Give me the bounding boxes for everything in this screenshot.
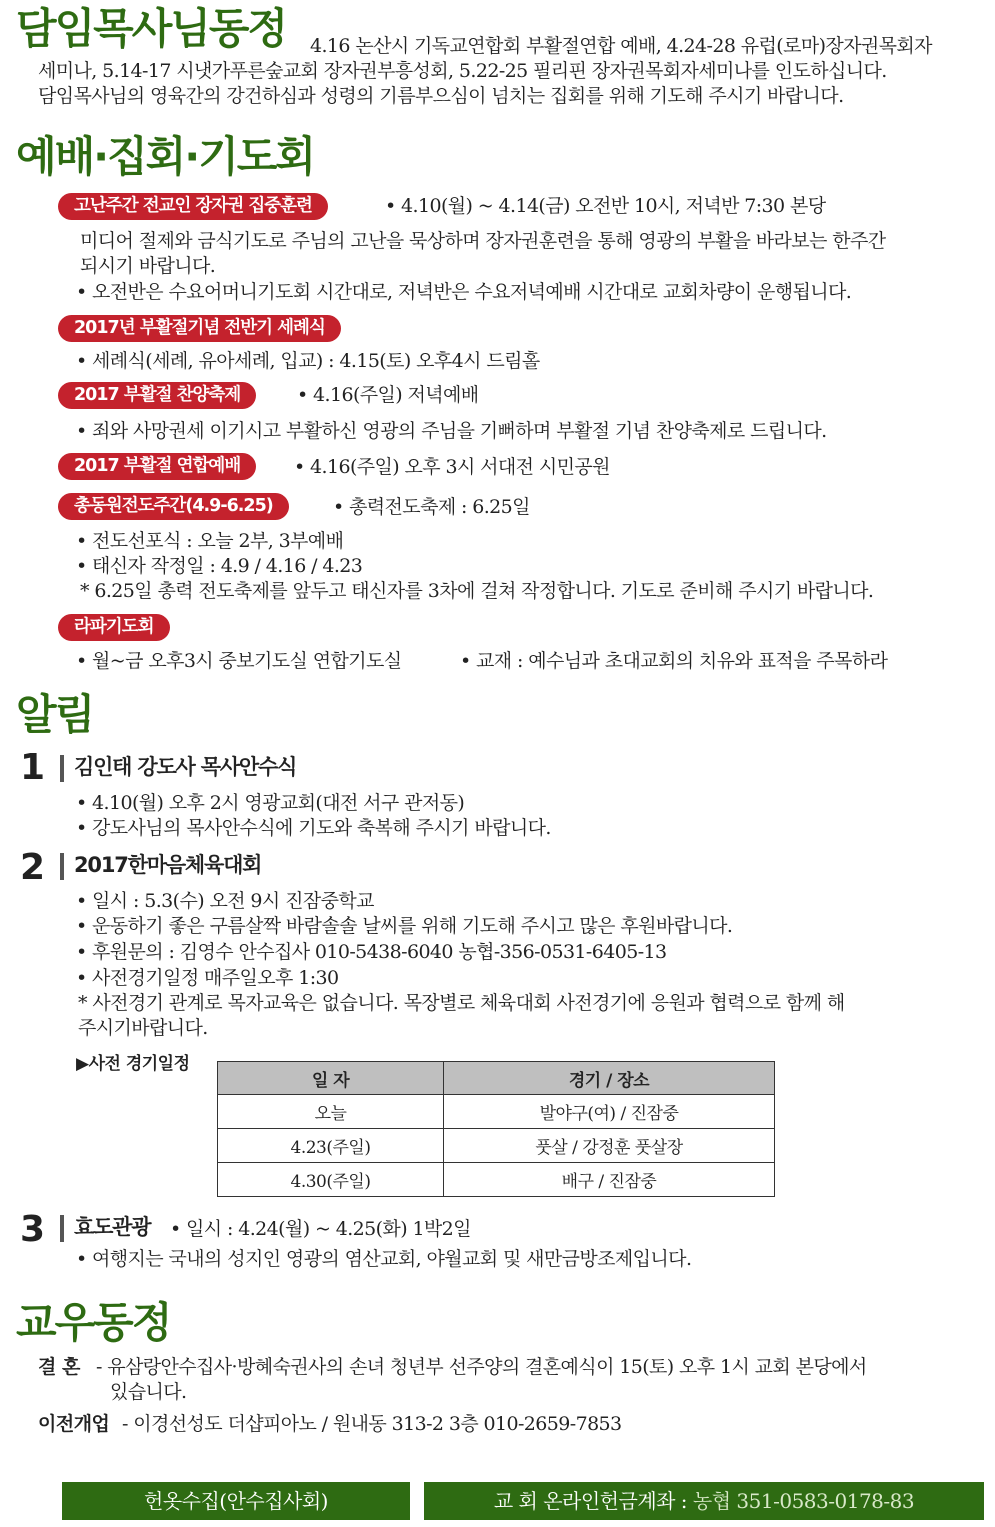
event-inline-passion-week: • 4.10(월) ~ 4.14(금) 오전반 10시, 저녁반 7:30 본당 [385,195,826,217]
table-row [218,1095,775,1129]
event-pill-praise-festival: 2017 부활절 찬양축제 [58,382,256,409]
table-cell: 배구 / 진잠중 [444,1163,775,1197]
notice-title-sports-day: 2017한마음체육대회 [74,853,262,877]
notice-line: • 운동하기 좋은 구름살짝 바람솔솔 날씨를 위해 기도해 주시고 많은 후원바랍니다. [76,915,733,937]
worship-title: 예배·집회·기도회 [16,132,314,181]
footer-account-label: 교 회 온라인헌금계좌 : [493,1489,693,1513]
table-cell: 오늘 [218,1095,444,1129]
footer-account-number: 농협 351-0583-0178-83 [692,1489,915,1513]
pastor-title: 담임목사님동정 [16,4,287,53]
wedding-line-1: - 유삼랑안수집사·방혜숙권사의 손녀 청년부 선주양의 결혼예식이 15(토) 오후 1시 교회 본당에서 [96,1356,867,1378]
notice-number: 2 [20,847,46,888]
notices-title: 알림 [16,690,94,739]
event-pill-evangelism-week: 총동원전도주간(4.9-6.25) [58,493,289,520]
members-title: 교우동정 [16,1298,171,1347]
notice-line: • 후원문의 : 김영수 안수집사 010-5438-6040 농협-356-0531-6405-13 [76,941,667,963]
event-line: * 6.25일 총력 전도축제를 앞두고 태신자를 3차에 걸쳐 작정합니다. 기도로 준비해 주시기 바랍니다. [80,580,874,602]
notice-line: • 여행지는 국내의 성지인 영광의 염산교회, 야월교회 및 새만금방조제입니다. [76,1248,692,1270]
schedule-label: ▶사전 경기일정 [76,1054,190,1074]
event-inline-praise-festival: • 4.16(주일) 저녁예배 [297,384,479,406]
footer-clothes-collection: 헌옷수집(안수집사회) [62,1482,410,1520]
notice-title-ordination: 김인태 강도사 목사안수식 [74,755,297,779]
open-text: - 이경선성도 더샵피아노 / 원내동 313-2 3층 010-2659-7853 [122,1413,622,1435]
notice-line: • 4.10(월) 오후 2시 영광교회(대전 서구 관저동) [76,792,465,814]
table-row [218,1163,775,1197]
event-pill-union-worship: 2017 부활절 연합예배 [58,453,256,480]
footer-online-offering [424,1482,984,1520]
event-pill-rapha-prayer: 라파기도회 [58,614,170,641]
pastor-line-1: 4.16 논산시 기독교연합회 부활절연합 예배, 4.24-28 유럽(로마)장자권목회자 [310,35,932,57]
notice-line: • 강도사님의 목사안수식에 기도와 축복해 주시기 바랍니다. [76,817,551,839]
pastor-line-3: 담임목사님의 영육간의 강건하심과 성령의 기름부으심이 넘치는 집회를 위해 기도해 주시기 바랍니다. [38,85,844,107]
schedule-table [217,1061,775,1197]
open-label: 이전개업 [38,1413,110,1435]
notice-line: 주시기바랍니다. [78,1017,208,1039]
wedding-label: 결 혼 [38,1356,80,1378]
notice-divider [60,853,64,880]
pastor-line-2: 세미나, 5.14-17 시냇가푸른숲교회 장자권부흥성회, 5.22-25 필리핀 장자권목회자세미나를 인도하십니다. [38,60,887,82]
event-pill-passion-week: 고난주간 전교인 장자권 집중훈련 [58,193,328,220]
event-inline-union-worship: • 4.16(주일) 오후 3시 서대전 시민공원 [294,456,610,478]
event-line: • 오전반은 수요어머니기도회 시간대로, 저녁반은 수요저녁예배 시간대로 교회차량이 운행됩니다. [76,281,852,303]
event-inline-evangelism-week: • 총력전도축제 : 6.25일 [333,496,530,518]
table-cell: 발야구(여) / 진잠중 [444,1095,775,1129]
event-line: 미디어 절제와 금식기도로 주님의 고난을 묵상하며 장자권훈련을 통해 영광의 부활을 바라보는 한주간 [80,230,886,252]
table-cell: 4.30(주일) [218,1163,444,1197]
wedding-line-2: 있습니다. [110,1381,187,1403]
table-row [218,1129,775,1163]
notice-line: • 일시 : 5.3(수) 오전 9시 진잠중학교 [76,890,374,912]
event-line: • 월~금 오후3시 중보기도실 연합기도실 [76,650,402,672]
event-line: • 전도선포식 : 오늘 2부, 3부예배 [76,530,344,552]
notice-title-trip: 효도관광 [74,1215,151,1239]
table-header-row [218,1062,775,1095]
event-pill-baptism: 2017년 부활절기념 전반기 세례식 [58,315,341,342]
notice-line: * 사전경기 관계로 목자교육은 없습니다. 목장별로 체육대회 사전경기에 응원과 협력으로 함께 해 [78,992,845,1014]
event-line: • 세례식(세례, 유아세례, 입교) : 4.15(토) 오후4시 드림홀 [76,350,540,372]
table-cell: 풋살 / 강정훈 풋살장 [444,1129,775,1163]
event-line: • 죄와 사망권세 이기시고 부활하신 영광의 주님을 기뻐하며 부활절 기념 찬양축제로 드립니다. [76,420,827,442]
notice-number: 1 [20,747,46,788]
notice-line: • 사전경기일정 매주일오후 1:30 [76,967,339,989]
notice-divider [60,1215,64,1242]
event-line: 되시기 바랍니다. [80,255,216,277]
table-cell: 4.23(주일) [218,1129,444,1163]
notice-divider [60,755,64,782]
column-header-game: 경기 / 장소 [444,1062,775,1095]
event-extra-textbook: • 교재 : 예수님과 초대교회의 치유와 표적을 주목하라 [460,650,888,672]
event-line: • 태신자 작정일 : 4.9 / 4.16 / 4.23 [76,555,363,577]
column-header-date: 일 자 [218,1062,444,1095]
notice-number: 3 [20,1209,46,1250]
notice-inline-trip: • 일시 : 4.24(월) ~ 4.25(화) 1박2일 [170,1218,471,1240]
